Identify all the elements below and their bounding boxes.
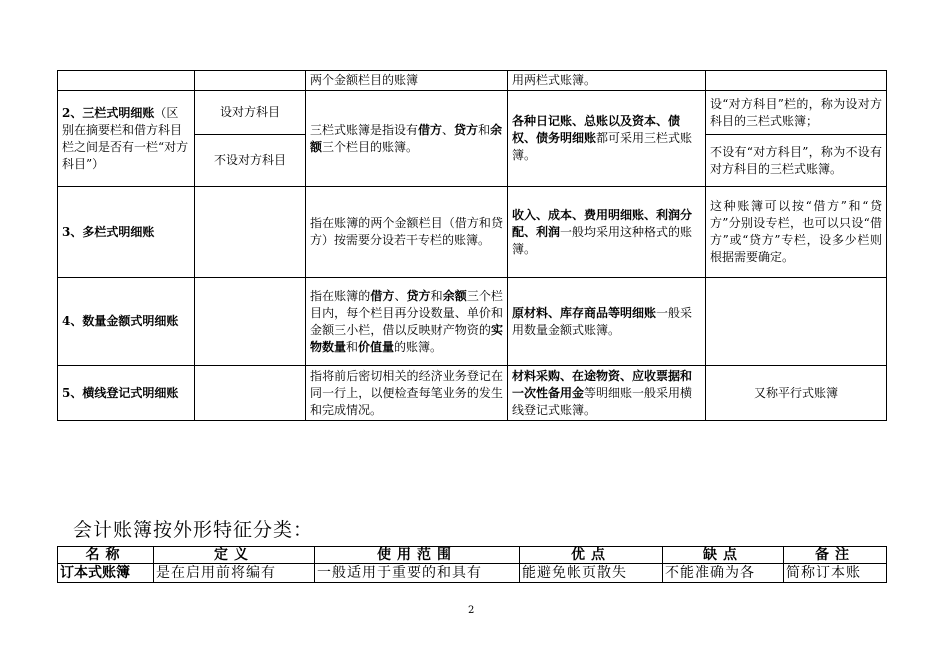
cell-empty [706,278,887,366]
cell-type-name: 3、多栏式明细账 [58,187,195,278]
text-bold: 收入、成本、费用明细账、利润分配、利润 [512,207,693,239]
text-bold: 贷方 [454,122,479,137]
cell-definition: 指在账簿的两个金额栏目（借方和贷方）按需要分设若干专栏的账簿。 [306,187,508,278]
header-definition: 定义 [154,547,315,564]
cell-definition: 两个金额栏目的账簿 [306,71,508,91]
cell-note: 这种账簿可以按“借方”和“贷方”分别设专栏，也可以只设“借方”或“贷方”专栏，设多少栏则根据需要确定。 [706,187,887,278]
cell-empty [195,366,306,421]
text: 三个栏目内，每个栏目再分设数量、单价和金额三小栏，借以反映财产物资的 [310,288,503,337]
cell-type-name: 5、横线登记式明细账 [58,366,195,421]
ledger-format-table [57,70,887,421]
table-row [58,564,887,583]
cell-definition: 是在启用前将编有 [154,564,315,583]
cell-disadvantages: 不能准确为各 [663,564,784,583]
cell-empty [58,71,195,91]
cell-type-name [58,91,195,187]
text-bold: 实物数量 [310,322,503,354]
text: 一般均采用这种格式的账簿。 [512,224,693,256]
cell-usage [508,91,706,187]
text: 等明细账一般采用横线登记式账簿。 [512,385,693,417]
text: 、 [442,122,455,137]
table-row [58,366,887,421]
cell-empty [195,278,306,366]
text: 三个栏目的账簿。 [322,139,419,154]
cell-type-name: 4、数量金额式明细账 [58,278,195,366]
text: 一般采用数量金额式账簿。 [512,305,693,337]
cell-scope: 一般适用于重要的和具有 [315,564,520,583]
text: 和 [478,122,491,137]
text: 、 [394,288,407,303]
table-header-row [58,547,887,564]
text-bold: 借方 [418,122,443,137]
text-bold: 余额 [310,122,503,154]
text: 三栏式账簿是指设有 [310,122,419,137]
cell-name: 订本式账簿 [58,564,154,583]
text: 都可采用三栏式账簿。 [512,131,693,162]
appearance-classification-table [57,546,887,583]
page-number: 2 [468,605,475,616]
cell-empty [195,187,306,278]
text: 的账簿。 [394,339,443,354]
type-name-rest: （区别在摘要栏和借方科目栏之间是否有一栏“对方科目”） [62,105,189,171]
table-row [58,278,887,366]
cell-note: 设“对方科目”栏的，称为设对方科目的三栏式账簿； [706,91,887,135]
cell-subtype: 不设对方科目 [195,135,306,187]
text-bold: 余额 [442,288,467,303]
header-advantages: 优点 [520,547,663,564]
header-disadvantages: 缺点 [663,547,784,564]
table-row [58,187,887,278]
cell-empty [706,71,887,91]
text: 和 [346,339,359,354]
cell-definition: 指将前后密切相关的经济业务登记在同一行上，以便检查每笔业务的发生和完成情况。 [306,366,508,421]
cell-usage: 用两栏式账簿。 [508,71,706,91]
cell-empty [195,71,306,91]
text: 指在账簿的 [310,288,371,303]
cell-remarks: 简称订本账 [784,564,887,583]
header-remarks: 备注 [784,547,887,564]
text: 和 [430,288,443,303]
text-bold: 价值量 [358,339,395,354]
cell-advantages: 能避免帐页散失 [520,564,663,583]
table-row [58,91,887,135]
cell-note: 不设有“对方科目”，称为不设有对方科目的三栏式账簿。 [706,135,887,187]
cell-usage [508,187,706,278]
table-row [58,71,887,91]
text-bold: 贷方 [406,288,431,303]
type-name-bold: 2、三栏式明细账 [62,105,155,120]
cell-note: 又称平行式账簿 [706,366,887,421]
text-bold: 各种日记账、总账以及资本、债权、债务明细账 [512,114,681,145]
section-heading: 会计账簿按外形特征分类： [73,519,314,541]
header-scope: 使用范围 [315,547,520,564]
text-bold: 原材料、库存商品等明细账 [512,305,657,320]
cell-usage [508,278,706,366]
cell-definition [306,278,508,366]
cell-subtype: 设对方科目 [195,91,306,135]
header-name: 名称 [58,547,154,564]
cell-usage [508,366,706,421]
text-bold: 材料采购、在途物资、应收票据和一次性备用金 [512,368,693,400]
text-bold: 借方 [370,288,395,303]
cell-definition [306,91,508,187]
